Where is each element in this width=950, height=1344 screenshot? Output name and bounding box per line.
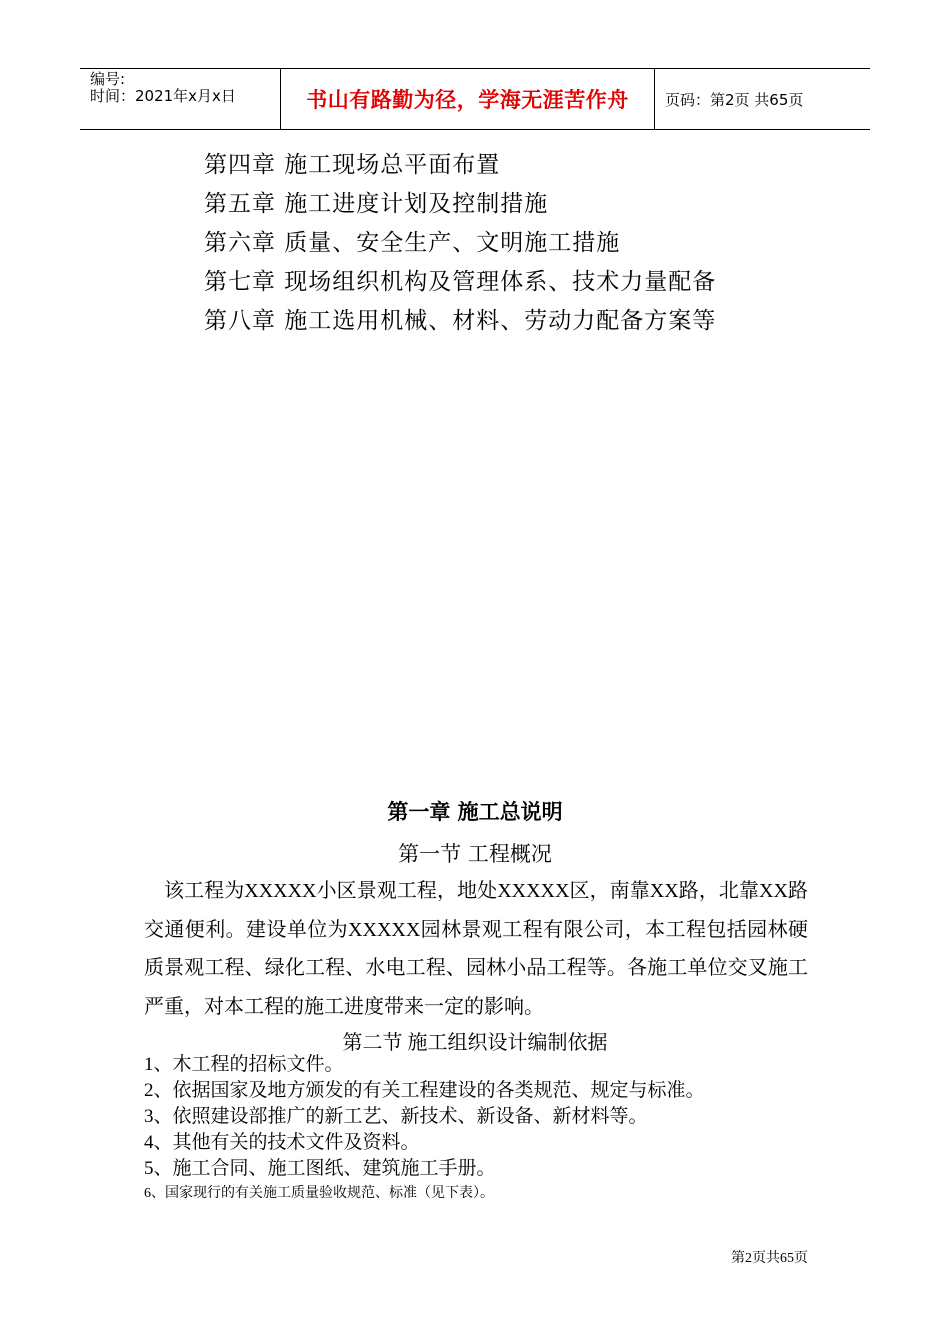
- page-header: [80, 68, 870, 130]
- header-meta: [80, 69, 281, 129]
- list-item: 2、依据国家及地方颁发的有关工程建设的各类规范、规定与标准。: [144, 1080, 705, 1101]
- header-motto-cell: [281, 69, 655, 129]
- table-of-contents: [204, 146, 716, 341]
- document-time-label: 时间：2021年x月x日: [90, 87, 236, 105]
- section-1-paragraph: 该工程为XXXXX小区景观工程，地处XXXXX区，南靠XX路，北靠XX路交通便利。建设单位为XXXXX园林景观工程有限公司，本工程包括园林硬质景观工程、绿化工程、水电工程、园林小品工程等。各施工单位交叉施工严重，对本工程的施工进度带来一定的影响。: [144, 880, 808, 1018]
- toc-item: 第六章 质量、安全生产、文明施工措施: [204, 230, 621, 256]
- section-2-title: 第二节 施工组织设计编制依据: [342, 1032, 608, 1054]
- toc-item: 第八章 施工选用机械、材料、劳动力配备方案等: [204, 308, 717, 334]
- list-item: 6、国家现行的有关施工质量验收规范、标准（见下表）。: [144, 1186, 494, 1201]
- page-footer: 第2页共65页: [731, 1251, 808, 1266]
- header-motto: 书山有路勤为径，学海无涯苦作舟: [306, 88, 629, 112]
- toc-item: 第四章 施工现场总平面布置: [204, 152, 501, 178]
- list-item: 1、木工程的招标文件。: [144, 1054, 344, 1075]
- section-1-title: 第一节 工程概况: [398, 842, 552, 866]
- toc-item: 第七章 现场组织机构及管理体系、技术力量配备: [204, 269, 717, 295]
- list-item: 5、施工合同、施工图纸、建筑施工手册。: [144, 1158, 496, 1179]
- document-number-label: 编号:: [90, 70, 126, 88]
- chapter-title: 第一章 施工总说明: [387, 800, 563, 824]
- basis-list: [144, 1052, 705, 1206]
- list-item: 4、其他有关的技术文件及资料。: [144, 1132, 420, 1153]
- header-page-label: 页码：第2页 共65页: [665, 90, 804, 109]
- toc-item: 第五章 施工进度计划及控制措施: [204, 191, 549, 217]
- list-item: 3、依照建设部推广的新工艺、新技术、新设备、新材料等。: [144, 1106, 648, 1127]
